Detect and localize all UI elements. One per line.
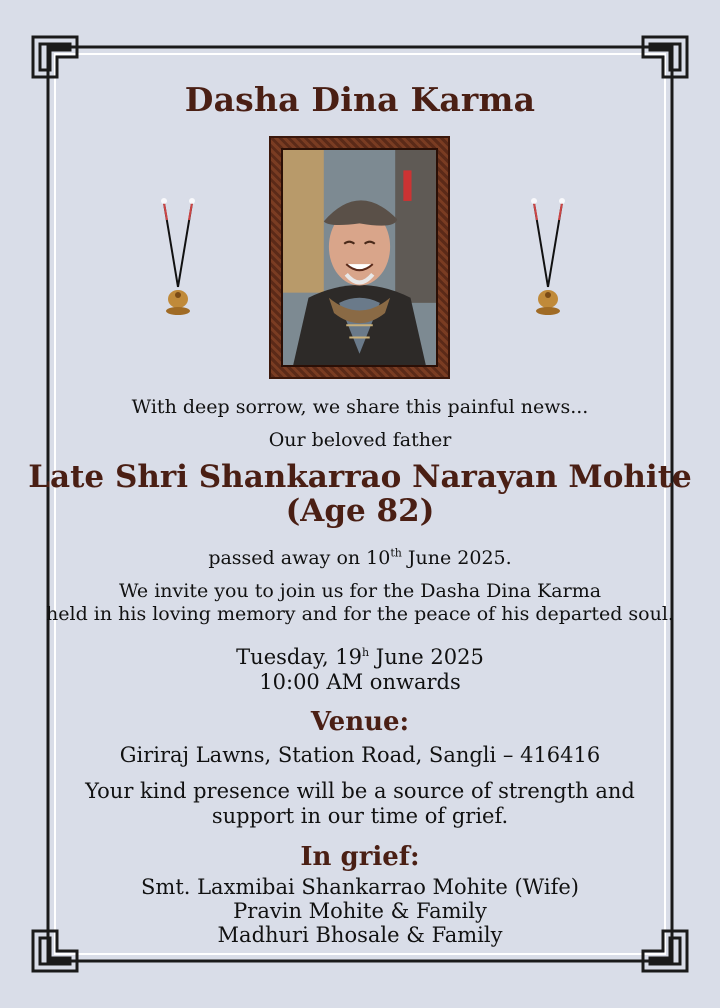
deceased-age: (Age 82) (285, 493, 435, 529)
grief-members (0, 875, 720, 947)
incense-sticks-icon (158, 195, 198, 317)
portrait-image (283, 150, 436, 365)
passed-prefix: passed away on 10 (208, 547, 391, 569)
portrait-photo (281, 148, 438, 367)
portrait-frame (269, 136, 450, 379)
grief-member: Madhuri Bhosale & Family (217, 923, 503, 947)
grief-heading: In grief: (300, 842, 420, 872)
presence-line: support in our time of grief. (211, 804, 509, 828)
relation-text: Our beloved father (268, 429, 452, 451)
invitation-line: held in his loving memory and for the peace of his departed soul. (46, 603, 674, 625)
intro-text: With deep sorrow, we share this painful news... (131, 396, 589, 418)
deceased-name: Late Shri Shankarrao Narayan Mohite (28, 459, 692, 495)
event-time: 10:00 AM onwards (259, 670, 461, 694)
passed-suffix: June 2025. (401, 547, 512, 569)
event-datetime (0, 645, 720, 695)
event-date: Tuesday, 19$^h$ June 2025 (236, 645, 484, 669)
page-title: Dasha Dina Karma (184, 80, 536, 119)
grief-member: Smt. Laxmibai Shankarrao Mohite (Wife) (141, 875, 579, 899)
deceased-name-block (0, 460, 720, 528)
venue-address: Giriraj Lawns, Station Road, Sangli – 416416 (119, 743, 601, 767)
presence-text (0, 779, 720, 829)
incense-sticks-icon (528, 195, 568, 317)
grief-member: Pravin Mohite & Family (233, 899, 487, 923)
presence-line: Your kind presence will be a source of strength and (85, 779, 635, 803)
passed-sup: th (390, 546, 402, 560)
invitation-line: We invite you to join us for the Dasha Dina Karma (118, 580, 602, 602)
invitation-text (0, 580, 720, 626)
venue-heading: Venue: (310, 707, 410, 737)
passed-away-text (0, 546, 720, 570)
